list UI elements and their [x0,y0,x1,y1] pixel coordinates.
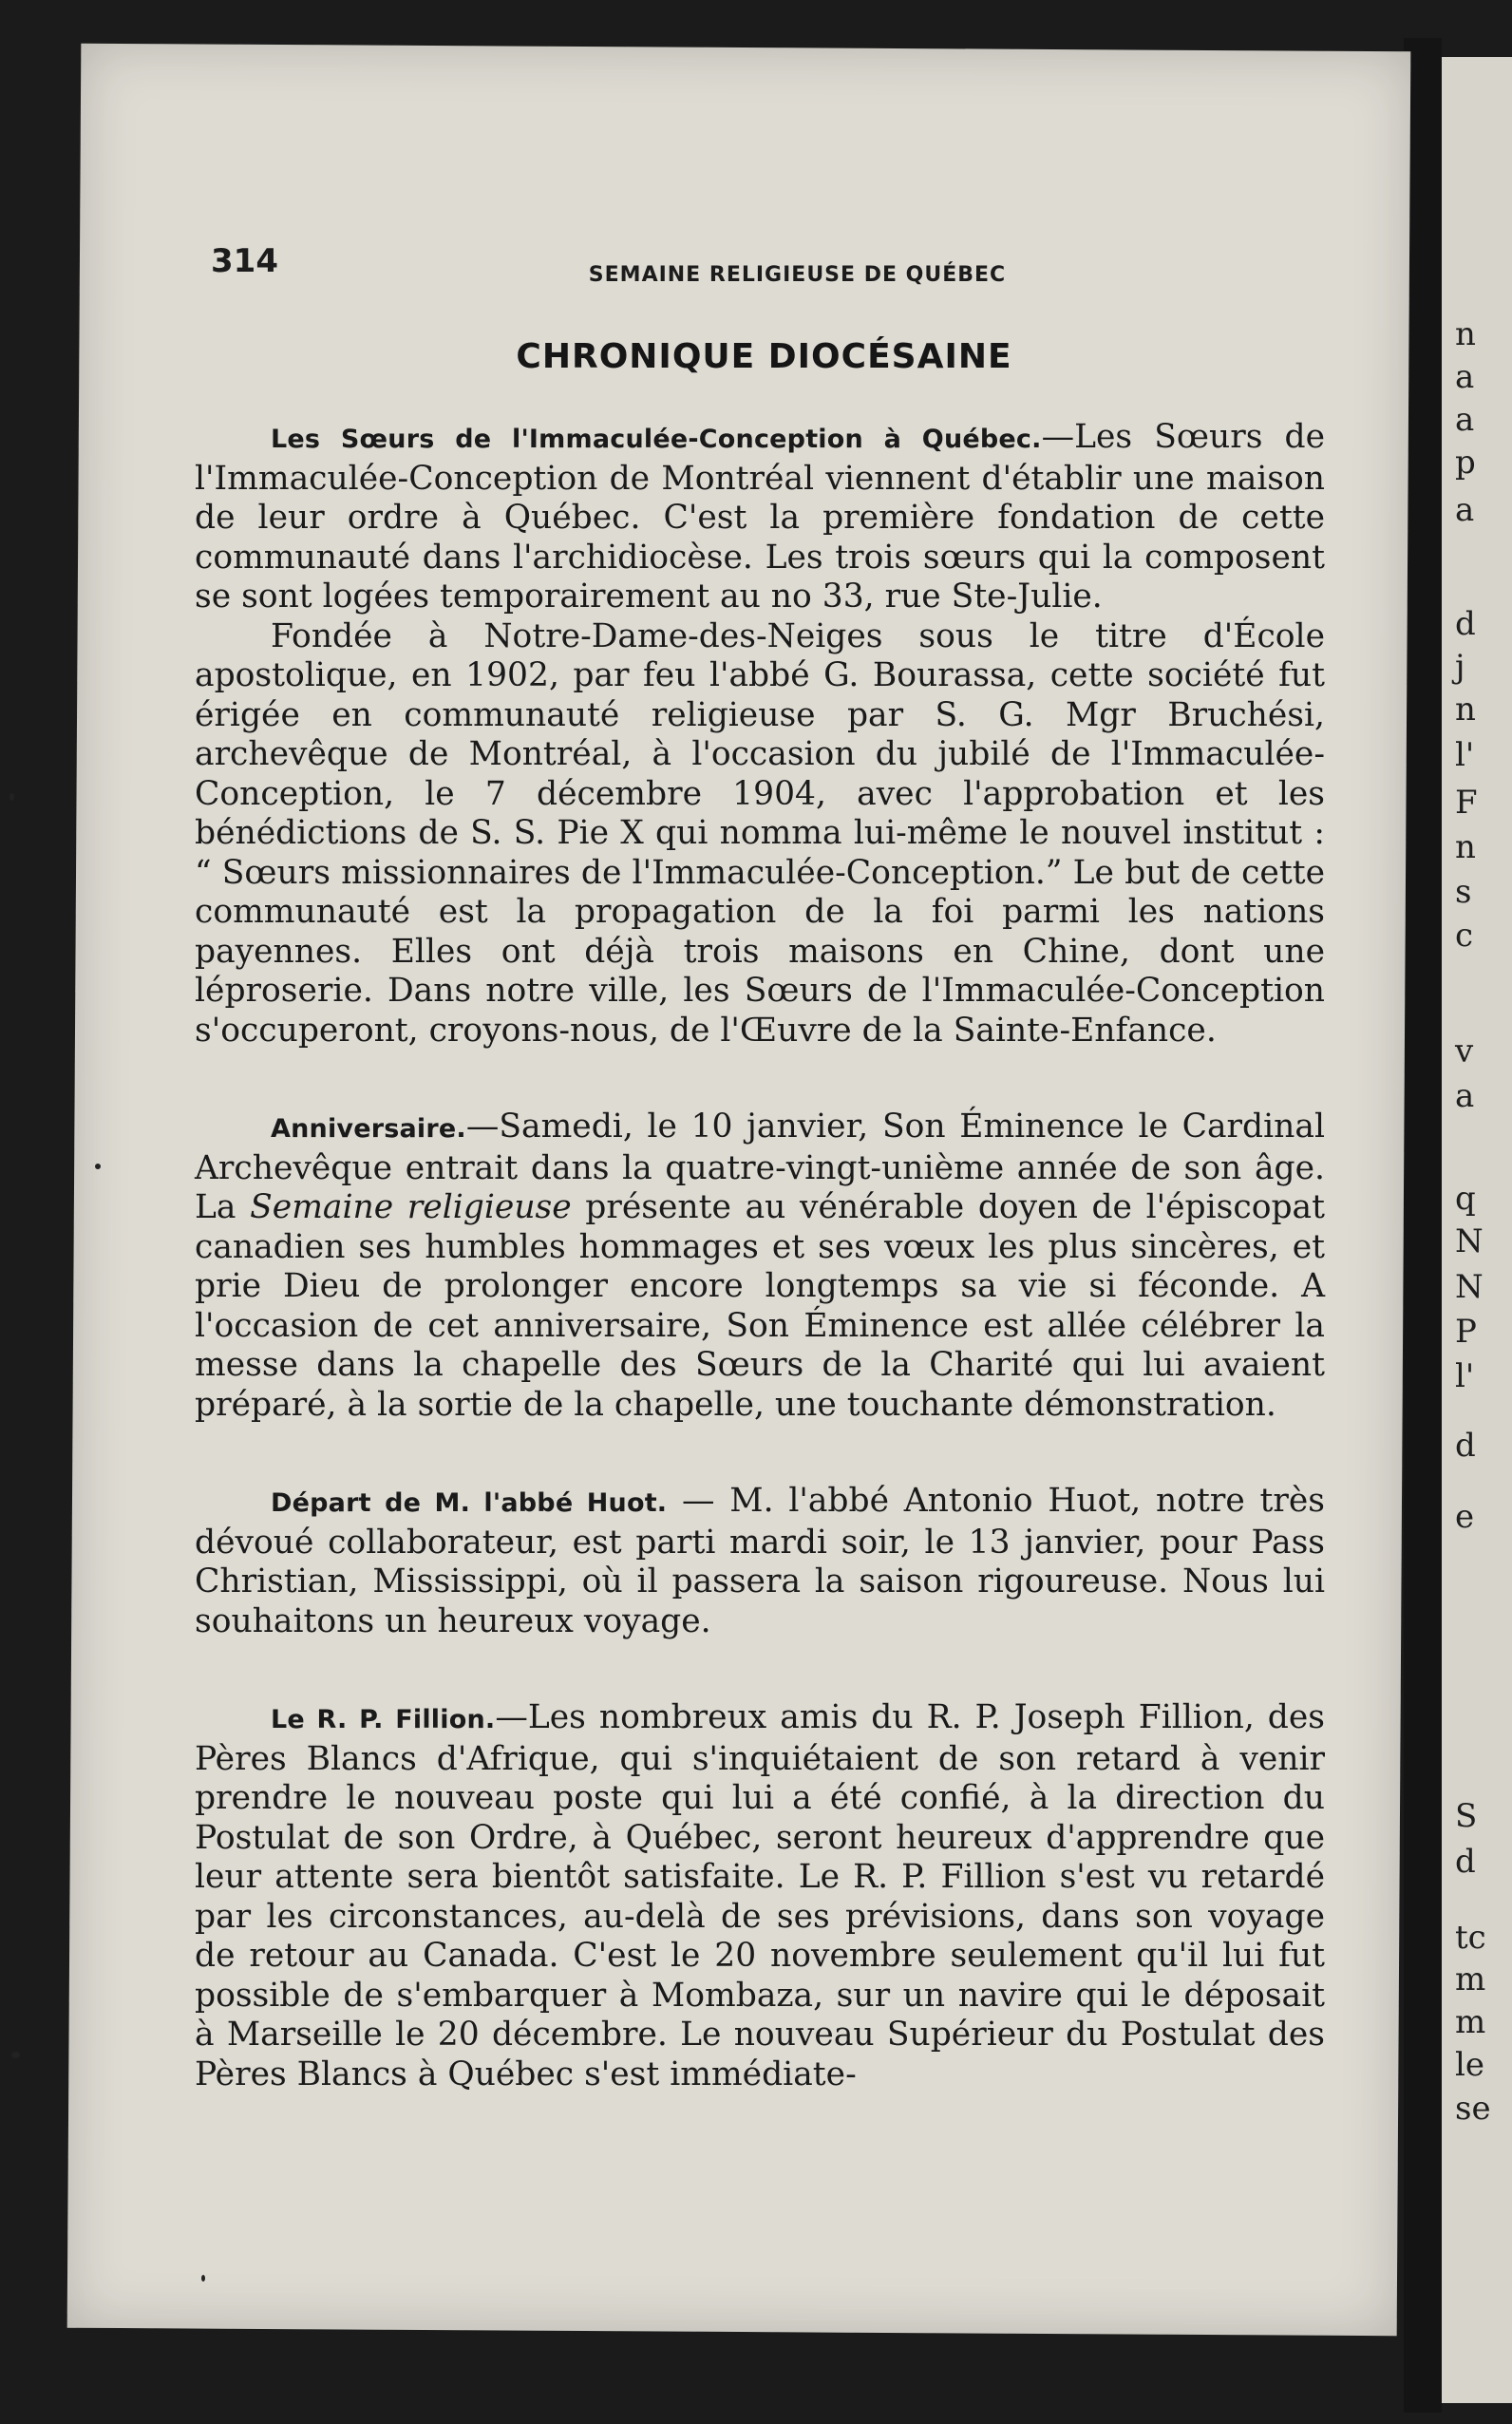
entry-text: —Samedi, le 10 janvier, Son Éminence le Cardinal Archevêque entrait dans la quatre-vingt-unième année de son âge. La [195,1108,1325,1226]
adjacent-page-fragment: le [1455,2046,1484,2084]
scan-speck [11,2052,20,2058]
entry-fillion [195,1698,1325,2094]
entry-depart-huot [195,1482,1325,1641]
adjacent-page-fragment: l' [1455,1357,1475,1395]
adjacent-page-fragment: n [1455,828,1476,866]
adjacent-page-fragment: d [1455,605,1476,643]
entry-soeurs [195,418,1325,617]
adjacent-page-fragment: p [1455,444,1476,482]
page-number: 314 [211,242,278,280]
entry-lead: Anniversaire. [271,1114,466,1144]
adjacent-page-fragment: n [1455,691,1476,729]
book-gutter [1404,38,1442,2413]
adjacent-page-edge [1442,57,1512,2403]
entry-text: —Les nombreux amis du R. P. Joseph Fillion, des Pères Blancs d'Afrique, qui s'inquiétaient de son retard à venir prendre le nouveau poste qui lui a été confié, à la direction du Postulat de son Ordre, à Québec, seront heureux d'apprendre que leur attente sera bientôt satisfaite. Le R. P. Fillion s'est vu retardé par les circonstances, au-delà de ses prévisions, dans son voyage de retour au Canada. C'est le 20 novembre seulement qu'il lui fut possible de s'embarquer à Mombaza, sur un navire qui le déposait à Marseille le 20 décembre. Le nouveau Supérieur du Postulat des Pères Blancs à Québec s'est immédiate- [195,1698,1325,2093]
adjacent-page-fragment: m [1455,1960,1486,1998]
adjacent-page-fragment: j [1455,648,1465,686]
entry-anniversaire [195,1108,1325,1425]
adjacent-page-fragment: a [1455,358,1475,396]
entry-lead: Les Sœurs de l'Immaculée-Conception à Québec. [271,425,1042,454]
adjacent-page-fragment: se [1455,2090,1491,2128]
section-title: CHRONIQUE DIOCÉSAINE [516,337,1012,376]
publication-title: Semaine religieuse [250,1188,572,1226]
running-head: SEMAINE RELIGIEUSE DE QUÉBEC [588,263,1007,287]
adjacent-page-fragment: m [1455,2003,1486,2041]
adjacent-page-fragment: s [1455,873,1472,911]
scan-speck [201,2275,205,2282]
entry-lead: Le R. P. Fillion. [271,1705,496,1734]
adjacent-page-fragment: a [1455,401,1475,439]
entry-soeurs-paragraph: Fondée à Notre-Dame-des-Neiges sous le titre d'École apostolique, en 1902, par feu l'abbé G. Bourassa, cette société fut érigée en communauté religieuse par S. G. Mgr Bruchési, archevêque de Montréal, à l'occasion du jubilé de l'Immaculée-Conception, le 7 décembre 1904, avec l'approbation et les bénédictions de S. S. Pie X qui nomma lui-même le nouvel institut : “ Sœurs missionnaires de l'Immaculée-Conception.” Le but de cette communauté est la propagation de la foi parmi les nations payennes. Elles ont déjà trois maisons en Chine, dont une léproserie. Dans notre ville, les Sœurs de l'Immaculée-Conception s'occuperont, croyons-nous, de l'Œuvre de la Sainte-Enfance. [195,616,1325,1050]
adjacent-page-fragment: q [1455,1180,1476,1218]
adjacent-page-fragment: d [1455,1427,1476,1465]
entry-text: —Les Sœurs de l'Immaculée-Conception de Montréal viennent d'établir une maison de leur ordre à Québec. C'est la première fondation de cette communauté dans l'archidiocèse. Les trois sœurs qui la composent se sont logées temporairement au no 33, rue Ste-Julie. [195,418,1325,615]
scan-speck [95,1164,101,1169]
adjacent-page-fragment: d [1455,1843,1476,1881]
adjacent-page-fragment: N [1455,1222,1484,1260]
entry-text: présente au vénérable doyen de l'épiscopat canadien ses humbles hommages et ses vœux les plus sincères, et prie Dieu de prolonger encore longtemps sa vie si féconde. A l'occasion de cet anniversaire, Son Éminence est allée célébrer la messe dans la chapelle des Sœurs de la Charité qui lui avaient préparé, à la sortie de la chapelle, une touchante démonstration. [195,1188,1325,1424]
entry-text: — M. l'abbé Antonio Huot, notre très dévoué collaborateur, est parti mardi soir, le 13 janvier, pour Pass Christian, Mississippi, où il passera la saison rigoureuse. Nous lui souhaitons un heureux voyage. [195,1482,1325,1640]
adjacent-page-fragment: v [1455,1032,1474,1070]
adjacent-page-fragment: tc [1455,1919,1486,1957]
adjacent-page-fragment: c [1455,917,1474,955]
adjacent-page-fragment: e [1455,1498,1475,1536]
article-body [195,418,1325,2094]
adjacent-page-fragment: N [1455,1268,1484,1306]
page-header [211,242,1327,288]
adjacent-page-fragment: l' [1455,736,1475,774]
scan-speck [9,793,14,801]
adjacent-page-fragment: P [1455,1313,1477,1351]
adjacent-page-fragment: F [1455,784,1478,822]
adjacent-page-fragment: n [1455,315,1476,353]
entry-lead: Départ de M. l'abbé Huot. [271,1488,668,1518]
adjacent-page-fragment: S [1455,1797,1478,1835]
adjacent-page-fragment: a [1455,491,1475,529]
adjacent-page-fragment: a [1455,1077,1475,1115]
